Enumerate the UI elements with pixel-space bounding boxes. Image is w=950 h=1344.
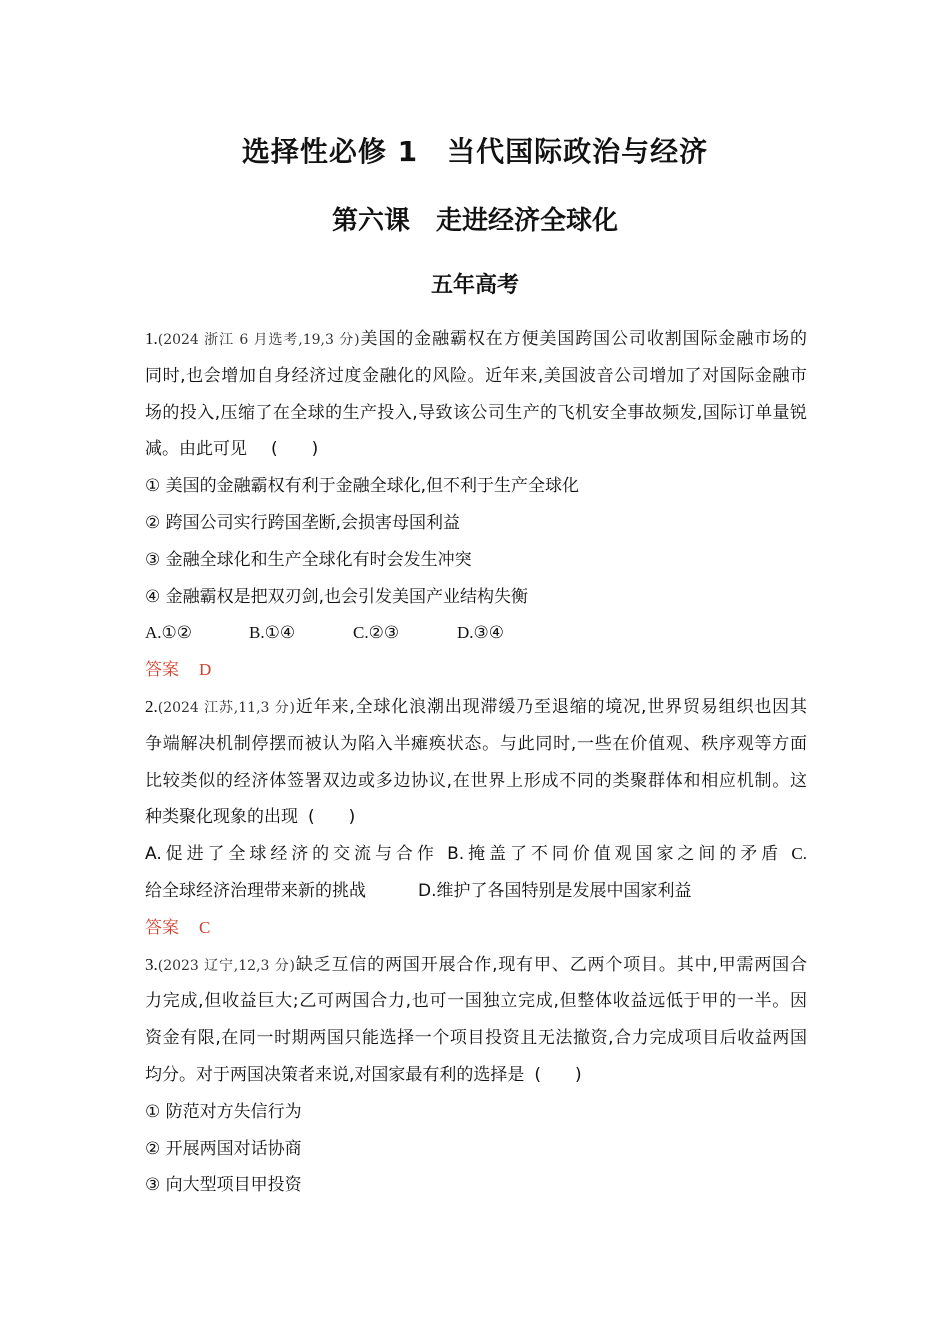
q3-source: (2023 辽宁,12,3 分): [157, 957, 296, 974]
q1-option-d: D.③④: [457, 623, 505, 643]
q2-option-a: A.促进了全球经济的交流与合作: [145, 844, 438, 865]
q1-option-b: B.①④: [249, 623, 296, 643]
q2-answer: 答案 C: [145, 917, 211, 938]
q3-stem-line-3: 资金有限,在同一时期两国只能选择一个项目投资且无法撤资,合力完成项目后收益两国: [145, 1028, 807, 1049]
q1-item-3: ③ 金融全球化和生产全球化有时会发生冲突: [145, 549, 472, 570]
q2-option-c: 给全球经济治理带来新的挑战: [145, 880, 366, 901]
q1-answer: 答案 D: [145, 660, 212, 681]
q2-options-line-1: [145, 836, 807, 873]
book-title: 选择性必修 1 当代国际政治与经济: [241, 135, 709, 168]
q1-stem-line-4: 减。由此可见 ( ): [145, 431, 807, 468]
q2-source: (2024 江苏,11,3 分): [157, 699, 296, 716]
q1-options: [145, 615, 807, 652]
q2-stem-line-3: 比较类似的经济体签署双边或多边协议,在世界上形成不同的类聚群体和相应机制。这: [145, 770, 807, 791]
q2-option-d: D.维护了各国特别是发展中国家利益: [418, 880, 692, 901]
q1-stem-line-3: 场的投入,压缩了在全球的生产投入,导致该公司生产的飞机安全事故频发,国际订单量锐: [145, 402, 807, 423]
q3-answer-paren: ( ): [534, 1064, 582, 1085]
q1-answer-paren: ( ): [271, 439, 319, 460]
question-list: [145, 321, 807, 1204]
q1-option-a: A.①②: [145, 623, 193, 643]
q1-stem-line-1: 1.(2024 浙江 6 月选考,19,3 分)美国的金融霸权在方便美国跨国公司收割国际金融市场的: [145, 329, 807, 349]
q1-item-1: ① 美国的金融霸权有利于金融全球化,但不利于生产全球化: [145, 476, 580, 497]
q1-option-c: C.②③: [353, 623, 400, 643]
q3-item-1: ① 防范对方失信行为: [145, 1101, 302, 1122]
q2-stem-line-1: 2.(2024 江苏,11,3 分)近年来,全球化浪潮出现滞缓乃至退缩的境况,世界贸易组织也因其: [145, 696, 807, 717]
q1-item-2: ② 跨国公司实行跨国垄断,会损害母国利益: [145, 512, 461, 533]
q2-answer-paren: ( ): [308, 807, 356, 828]
q2-option-b: B.掩盖了不同价值观国家之间的矛盾: [447, 844, 783, 865]
q3-stem-line-2: 力完成,但收益巨大;乙可两国合力,也可一国独立完成,但整体收益远低于甲的一半。因: [145, 991, 807, 1012]
q1-item-4: ④ 金融霸权是把双刃剑,也会引发美国产业结构失衡: [145, 586, 529, 607]
section-title: 五年高考: [430, 273, 519, 298]
q3-item-3: ③ 向大型项目甲投资: [145, 1175, 302, 1196]
q1-source: (2024 浙江 6 月选考,19,3 分): [157, 332, 360, 348]
q2-option-c-prefix: C.: [791, 844, 807, 864]
q2-stem-line-4: 种类聚化现象的出现 ( ): [145, 799, 807, 836]
q3-stem-line-1: 3.(2023 辽宁,12,3 分)缺乏互信的两国开展合作,现有甲、乙两个项目。其中,甲需两国合: [145, 954, 807, 975]
q3-item-2: ② 开展两国对话协商: [145, 1138, 302, 1159]
q2-options-line-2: [145, 873, 807, 910]
q3-stem-line-4: 均分。对于两国决策者来说,对国家最有利的选择是 ( ): [145, 1057, 807, 1094]
lesson-title: 第六课 走进经济全球化: [331, 206, 618, 236]
q2-stem-line-2: 争端解决机制停摆而被认为陷入半瘫痪状态。与此同时,一些在价值观、秩序观等方面: [145, 733, 807, 754]
q1-stem-line-2: 同时,也会增加自身经济过度金融化的风险。近年来,美国波音公司增加了对国际金融市: [145, 365, 807, 386]
